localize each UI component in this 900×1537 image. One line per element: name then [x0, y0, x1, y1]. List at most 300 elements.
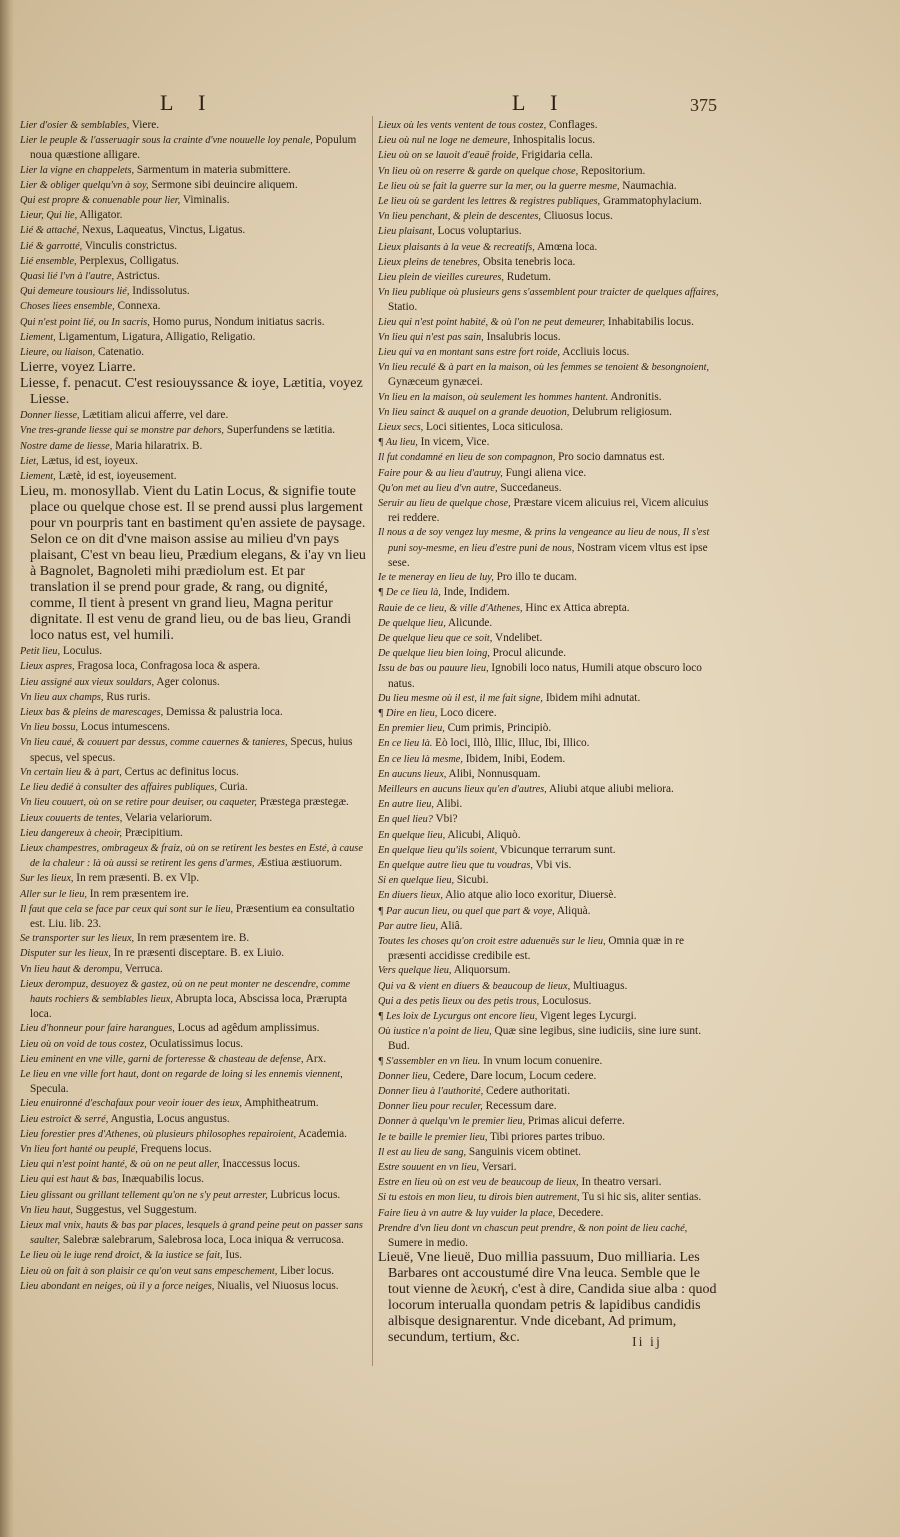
dictionary-entry: [378, 1130, 720, 1145]
dictionary-entry: [378, 873, 720, 888]
dictionary-entry: [20, 118, 366, 133]
entry-latin: Inaccessus locus.: [219, 1158, 301, 1171]
entry-latin: Præsentium ea consultatio est. Liu. lib. 23.: [30, 902, 355, 930]
dictionary-entry: [378, 285, 720, 314]
entry-latin: Ius.: [222, 1249, 243, 1262]
entry-french: Lieux champestres, ombrageux & fraiz, où on se retirent les bestes en Esté, à cause de la chaleur : là où aussi se retirent les gens d'armes,: [20, 842, 363, 870]
entry-latin: Ager colonus.: [154, 675, 220, 688]
dictionary-entry: [20, 315, 366, 330]
entry-french: Estre en lieu où on est veu de beaucoup de lieux,: [378, 1177, 579, 1189]
entry-french: Lié & attaché,: [20, 225, 80, 237]
entry-latin: Nexus, Laqueatus, Vinctus, Ligatus.: [79, 224, 246, 237]
entry-french: Lieu assigné aux vieux souldars,: [20, 676, 155, 688]
dictionary-entry: [378, 782, 720, 797]
dictionary-entry: [378, 148, 720, 163]
dictionary-entry: [20, 1218, 366, 1248]
entry-latin: Cum primis, Principiò.: [444, 722, 552, 735]
entry-latin: Locus intumescens.: [78, 721, 170, 734]
dictionary-entry: [378, 631, 720, 646]
entry-latin: Lieu, m. monosyllab. Vient du Latin Locus, & signifie toute place ou quelque chose est. Il se prend aussi plus largement pour vn pourpris tant en bastiment qu'en assiete de paysage. Selon ce on dit d'vne maison assise au milieu d'vn pays plaisant, C'est vn beau lieu, Prædium elegans, & i'ay vn lieu à Bagnolet, Bagnoleti mihi prædiolum est. Et par translation il se prend pour grade, & rang, ou dignité, comme, Il tient à present vn grand lieu, Magna peritur dignitate. Il est venu de grand lieu, ou de bas lieu, Grandi loco natus est, vel humili.: [20, 484, 366, 644]
dictionary-entry: [20, 208, 366, 223]
entry-latin: Aliâ.: [437, 919, 463, 932]
entry-french: Lier & obliger quelqu'vn à soy,: [20, 179, 149, 191]
entry-french: En ce lieu là.: [378, 738, 433, 750]
entry-french: Qui a des petis lieux ou des petis trous,: [378, 995, 540, 1007]
entry-latin: Lubricus locus.: [267, 1188, 341, 1201]
entry-french: En quelque autre lieu que tu voudras,: [378, 859, 533, 871]
entry-latin: Recessum dare.: [482, 1100, 557, 1113]
entry-latin: Vinculis constrictus.: [82, 239, 178, 252]
dictionary-entry: [378, 904, 720, 919]
entry-french: Sur les lieux,: [20, 873, 74, 885]
dictionary-entry: [378, 330, 720, 345]
dictionary-entry: [378, 405, 720, 420]
dictionary-entry: [378, 601, 720, 616]
dictionary-entry: [20, 1127, 366, 1142]
entry-latin: Sumere in medio.: [388, 1237, 469, 1250]
entry-french: Vn lieu qui n'est pas sain,: [378, 331, 484, 343]
dictionary-entry: [20, 239, 366, 254]
dictionary-entry: [20, 299, 366, 314]
entry-french: ¶ Au lieu,: [378, 437, 418, 449]
entry-french: Lieu plaisant,: [378, 226, 435, 238]
dictionary-entry: [378, 390, 720, 405]
entry-latin: Alibi.: [433, 798, 463, 811]
entry-latin: Multiuagus.: [570, 979, 628, 992]
entry-latin: Homo purus, Nondum initiatus sacris.: [149, 315, 325, 328]
entry-latin: Lætè, id est, ioyeusement.: [55, 470, 177, 483]
entry-latin: Loco dicere.: [437, 706, 497, 719]
entry-french: En aucuns lieux,: [378, 768, 447, 780]
entry-french: Liet,: [20, 455, 39, 467]
entry-french: Lieu glissant ou grillant tellement qu'on ne s'y peut arrester,: [20, 1189, 268, 1201]
entry-latin: Niualis, vel Niuosus locus.: [214, 1279, 339, 1292]
entry-latin: Vbi?: [432, 813, 458, 826]
dictionary-entry: [378, 691, 720, 706]
entry-french: Toutes les choses qu'on croit estre aduenuës sur le lieu,: [378, 935, 606, 947]
entry-latin: Sarmentum in materia submittere.: [134, 163, 291, 176]
dictionary-entry: [378, 812, 720, 827]
dictionary-entry: [378, 1145, 720, 1160]
dictionary-entry: [378, 1099, 720, 1114]
dictionary-entry: [20, 705, 366, 720]
entry-french: Lieu où on fait à son plaisir ce qu'on veut sans empeschement,: [20, 1265, 278, 1277]
entry-latin: Fungi aliena vice.: [502, 466, 587, 479]
dictionary-entry: [20, 223, 366, 238]
dictionary-entry: [378, 255, 720, 270]
entry-latin: Decedere.: [555, 1206, 604, 1219]
entry-latin: Ignobili loco natus, Humili atque obscuro loco natus.: [388, 662, 702, 690]
entry-french: Liement,: [20, 471, 56, 483]
entry-french: Lieux où les vents ventent de tous costez,: [378, 120, 547, 131]
entry-french: Lieux derompuz, desuoyez & gastez, où on ne peut monter ne descendre, comme hauts rochiers & semblables lieux,: [20, 978, 351, 1005]
entry-french: Lier la vigne en chappelets,: [20, 164, 135, 176]
entry-french: Ie te baille le premier lieu,: [378, 1131, 488, 1143]
dictionary-entry: [378, 919, 720, 934]
entry-latin: Sermone sibi deuincire aliquem.: [148, 178, 298, 191]
dictionary-entry: [378, 570, 720, 585]
dictionary-entry: [378, 420, 720, 435]
dictionary-entry: [20, 269, 366, 284]
dictionary-entry: [20, 1096, 366, 1111]
entry-french: Lieu enuironné d'eschafaux pour veoir iouer des ieux,: [20, 1098, 243, 1110]
entry-french: En premier lieu,: [378, 723, 445, 735]
entry-french: Lieux aspres,: [20, 661, 75, 673]
entry-latin: Præcipitium.: [122, 826, 183, 839]
entry-french: Lier le peuple & l'asseruagir sous la crainte d'vne nouuelle loy penale,: [20, 135, 313, 147]
entry-french: En ce lieu là mesme,: [378, 753, 463, 765]
entry-latin: Vndelibet.: [492, 631, 543, 644]
entry-latin: Obsita tenebris loca.: [480, 255, 576, 268]
dictionary-entry: [378, 646, 720, 661]
entry-latin: Certus ac definitus locus.: [121, 765, 239, 778]
entry-french: Qu'on met au lieu d'vn autre,: [378, 482, 498, 494]
entry-french: Lieur, Qui lie,: [20, 210, 78, 222]
entry-latin: Demissa & palustria loca.: [163, 706, 283, 719]
entry-french: Vn lieu publique où plusieurs gens s'assemblent pour traicter de quelques affaires,: [378, 287, 719, 299]
entry-latin: Perplexus, Colligatus.: [76, 254, 179, 267]
entry-french: Lieu plein de vieilles cureures,: [378, 272, 504, 284]
entry-french: Lié & garrotté,: [20, 240, 83, 252]
entry-latin: Accliuis locus.: [560, 346, 630, 359]
entry-french: Disputer sur les lieux,: [20, 948, 111, 960]
entry-latin: Viminalis.: [180, 194, 230, 207]
dictionary-entry: [20, 871, 366, 886]
dictionary-entry: [378, 736, 720, 751]
dictionary-entry: [20, 439, 366, 454]
entry-french: Vers quelque lieu,: [378, 965, 452, 977]
entry-french: Vne tres-grande liesse qui se monstre par dehors,: [20, 425, 225, 437]
entry-french: Lieu où on void de tous costez,: [20, 1038, 147, 1050]
dictionary-entry: [20, 469, 366, 484]
entry-french: Vn lieu penchant, & plein de descentes,: [378, 211, 541, 223]
dictionary-entry: [20, 163, 366, 178]
entry-latin: Liesse, f. penacut. C'est resiouyssance & ioye, Lætitia, voyez Liesse.: [20, 376, 363, 408]
entry-french: De quelque lieu bien loing,: [378, 648, 490, 660]
dictionary-entry: [20, 977, 366, 1022]
dictionary-entry: [20, 284, 366, 299]
entry-latin: Loci sitientes, Loca siticulosa.: [423, 421, 564, 434]
dictionary-entry: [378, 858, 720, 873]
dictionary-entry: [378, 450, 720, 465]
entry-latin: Fragosa loca, Confragosa loca & aspera.: [74, 660, 261, 673]
dictionary-entry: [20, 887, 366, 902]
entry-french: Donner liesse,: [20, 410, 80, 422]
entry-french: Lieux bas & pleins de marescages,: [20, 707, 164, 719]
entry-latin: Salebræ salebrarum, Salebrosa loca, Loca iniqua & verrucosa.: [60, 1234, 344, 1247]
dictionary-entry: [20, 376, 366, 408]
entry-french: Meilleurs en aucuns lieux qu'en d'autres,: [378, 783, 547, 795]
entry-latin: Succedaneus.: [497, 481, 562, 494]
entry-latin: Gynæceum gynæcei.: [388, 376, 483, 389]
dictionary-entry: [378, 1160, 720, 1175]
dictionary-entry: [378, 1084, 720, 1099]
entry-french: Donner lieu,: [378, 1070, 431, 1082]
entry-latin: Specula.: [30, 1083, 69, 1096]
entry-latin: Æstiua æstiuorum.: [254, 857, 343, 870]
entry-latin: Tibi priores partes tribuo.: [487, 1130, 606, 1143]
entry-french: Vn lieu reculé & à part en la maison, où les femmes se tenoient & besongnoient,: [378, 362, 710, 374]
entry-latin: Catenatio.: [95, 346, 145, 359]
dictionary-entry: [378, 270, 720, 285]
entry-french: Vn lieu en la maison, où seulement les hommes hantent.: [378, 391, 609, 403]
entry-latin: Quæ sine legibus, sine iudiciis, sine iure sunt. Bud.: [388, 1025, 702, 1053]
entry-latin: Inhabitabilis locus.: [605, 315, 694, 328]
dictionary-entry: [20, 408, 366, 423]
entry-french: Vn lieu haut,: [20, 1204, 73, 1216]
entry-french: ¶ De ce lieu là,: [378, 587, 441, 599]
entry-french: Estre souuent en vn lieu,: [378, 1162, 480, 1174]
entry-latin: Curia.: [216, 781, 248, 794]
entry-french: Vn lieu sainct & auquel on a grande deuotion,: [378, 406, 570, 418]
dictionary-entry: [20, 931, 366, 946]
dictionary-entry: [20, 360, 366, 376]
gathering-signature: Ii ij: [632, 1335, 662, 1350]
entry-french: Lieux secs,: [378, 422, 424, 434]
dictionary-entry: [378, 240, 720, 255]
dictionary-entry: [378, 1054, 720, 1069]
dictionary-entry: [20, 1067, 366, 1096]
dictionary-entry: [20, 1052, 366, 1067]
entry-french: Lieu qui va en montant sans estre fort roide,: [378, 347, 560, 359]
entry-french: Lieu où on se lauoit d'eauë froide,: [378, 150, 519, 162]
entry-french: Vn lieu où on reserre & garde on quelque chose,: [378, 165, 579, 177]
entry-french: Vn lieu haut & derompu,: [20, 963, 123, 975]
entry-french: Lieu eminent en vne ville, garni de forteresse & chasteau de defense,: [20, 1053, 304, 1065]
dictionary-entry: [378, 1114, 720, 1129]
entry-french: Seruir au lieu de quelque chose,: [378, 498, 511, 510]
dictionary-entry: [20, 795, 366, 810]
entry-french: En autre lieu,: [378, 799, 434, 811]
dictionary-entry: [20, 484, 366, 644]
entry-latin: Angustia, Locus angustus.: [108, 1112, 230, 1125]
dictionary-entry: [378, 979, 720, 994]
entry-latin: Sicubi.: [454, 874, 489, 887]
entry-french: Lieure, ou liaison,: [20, 347, 96, 359]
entry-latin: Suggestus, vel Suggestum.: [72, 1203, 197, 1216]
dictionary-entry: [378, 994, 720, 1009]
entry-french: Lié ensemble,: [20, 255, 77, 267]
entry-latin: Frigidaria cella.: [518, 149, 593, 162]
entry-french: Il nous a de soy vengez luy mesme, & prins la vengeance au lieu de nous, Il s'est puni soy-mesme, en lieu d'estre puni de nous,: [378, 527, 710, 554]
dictionary-entry: [20, 1172, 366, 1187]
dictionary-entry: [378, 934, 720, 963]
entry-latin: Conflages.: [546, 119, 598, 131]
entry-latin: Vbicunque terrarum sunt.: [497, 843, 616, 856]
dictionary-entry: [378, 224, 720, 239]
entry-french: ¶ S'assembler en vn lieu.: [378, 1055, 481, 1067]
entry-latin: Verruca.: [122, 962, 163, 975]
entry-latin: Frequens locus.: [137, 1142, 212, 1155]
entry-french: Par autre lieu,: [378, 920, 438, 932]
dictionary-entry: [20, 1248, 366, 1263]
entry-latin: Lætus, id est, ioyeux.: [38, 454, 139, 467]
entry-latin: Aliubi atque aliubi meliora.: [546, 782, 674, 795]
dictionary-entry: [20, 946, 366, 961]
entry-french: Lieu où nul ne loge ne demeure,: [378, 135, 511, 147]
dictionary-entry: [378, 133, 720, 148]
dictionary-entry: [20, 330, 366, 345]
dictionary-entry: [378, 1175, 720, 1190]
entry-latin: Amœna loca.: [534, 240, 598, 253]
dictionary-entry: [20, 765, 366, 780]
entry-french: Lieux plaisants à la veue & recreatifs,: [378, 241, 535, 253]
entry-french: Faire pour & au lieu d'autruy,: [378, 467, 503, 479]
dictionary-entry: [378, 525, 720, 570]
entry-latin: Loculus.: [60, 645, 103, 658]
dictionary-entry: [378, 661, 720, 690]
entry-french: Qui va & vient en diuers & beaucoup de lieux,: [378, 980, 571, 992]
entry-french: Lieu abondant en neiges, où il y a force neiges,: [20, 1280, 215, 1292]
entry-french: ¶ Dire en lieu,: [378, 707, 438, 719]
dictionary-entry: [20, 1203, 366, 1218]
entry-french: Vn lieu bossu,: [20, 722, 79, 734]
dictionary-entry: [378, 1069, 720, 1084]
entry-french: Il est au lieu de sang,: [378, 1146, 467, 1158]
entry-latin: Connexa.: [114, 300, 161, 313]
dictionary-entry: [378, 360, 720, 389]
entry-latin: Velaria velariorum.: [122, 811, 213, 824]
entry-latin: Lierre, voyez Liarre.: [20, 360, 136, 376]
dictionary-entry: [20, 1037, 366, 1052]
entry-latin: Specus, huius specus, vel specus.: [30, 736, 353, 764]
entry-french: Il faut que cela se face par ceux qui sont sur le lieu,: [20, 903, 234, 915]
entry-french: Il fut condamné en lieu de son compagnon,: [378, 452, 556, 464]
entry-french: Se transporter sur les lieux,: [20, 933, 135, 945]
entry-french: Prendre d'vn lieu dont vn chascun peut prendre, & non point de lieu caché,: [378, 1222, 688, 1234]
dictionary-entry: [378, 481, 720, 496]
entry-latin: In rem præsenti. B. ex Vlp.: [73, 872, 200, 885]
dictionary-entry: [378, 1206, 720, 1221]
entry-latin: Astrictus.: [114, 270, 160, 283]
entry-latin: Repositorium.: [578, 164, 646, 177]
entry-latin: Alicunde.: [445, 616, 493, 629]
entry-french: Lieux mal vnix, hauts & bas par places, lesquels à grand peine peut on passer sans saulter,: [20, 1219, 363, 1247]
entry-latin: Maria hilaratrix. B.: [112, 439, 203, 452]
entry-french: Quasi lié l'vn à l'autre,: [20, 271, 115, 283]
entry-french: Aller sur le lieu,: [20, 888, 87, 900]
entry-latin: Pro socio damnatus est.: [555, 451, 665, 464]
entry-latin: Insalubris locus.: [483, 330, 561, 343]
entry-french: Vn lieu caué, & couuert par dessus, comme cauernes & tanieres,: [20, 737, 288, 749]
entry-latin: Alio atque alio loco exoritur, Diuersè.: [442, 889, 617, 902]
entry-french: Nostre dame de liesse,: [20, 440, 113, 452]
entry-french: Lieu d'honneur pour faire harangues,: [20, 1023, 175, 1035]
entry-french: Lieu qui est haut & bas,: [20, 1174, 119, 1186]
entry-french: Choses liees ensemble,: [20, 301, 115, 313]
entry-latin: Andronitis.: [608, 390, 662, 403]
entry-french: Vn lieu fort hanté ou peuplé,: [20, 1143, 138, 1155]
entry-french: Lieu dangereux à cheoir,: [20, 827, 122, 839]
entry-french: Le lieu dedié à consulter des affaires publiques,: [20, 782, 217, 794]
dictionary-entry: [378, 315, 720, 330]
dictionary-entry: [20, 659, 366, 674]
entry-french: Donner à quelqu'vn le premier lieu,: [378, 1116, 526, 1128]
entry-french: En diuers lieux,: [378, 890, 443, 902]
entry-latin: Sanguinis vicem obtinet.: [466, 1145, 581, 1158]
dictionary-entry: [378, 1221, 720, 1250]
entry-french: Faire lieu à vn autre & luy vuider la place,: [378, 1207, 556, 1219]
entry-latin: Pro illo te ducam.: [493, 571, 577, 584]
dictionary-entry: [20, 1157, 366, 1172]
dictionary-entry: [378, 1009, 720, 1024]
dictionary-entry: [20, 254, 366, 269]
entry-latin: Delubrum religiosum.: [569, 405, 672, 418]
entry-latin: In vnum locum conuenire.: [480, 1054, 603, 1067]
entry-french: Donner lieu pour reculer,: [378, 1101, 483, 1113]
dictionary-entry: [20, 735, 366, 764]
entry-french: Le lieu où se gardent les lettres & registres publiques,: [378, 196, 601, 208]
dictionary-entry: [20, 720, 366, 735]
dictionary-entry: [20, 962, 366, 977]
entry-latin: Ibidem, Inibi, Eodem.: [462, 752, 566, 765]
entry-latin: Versari.: [479, 1161, 517, 1174]
dictionary-entry: [378, 179, 720, 194]
entry-french: ¶ Par aucun lieu, ou quel que part & voye,: [378, 905, 555, 917]
running-head-right: L I: [512, 90, 568, 115]
dictionary-entry: [378, 164, 720, 179]
dictionary-entry: [378, 209, 720, 224]
entry-french: En quelque lieu qu'ils soient,: [378, 844, 498, 856]
entry-latin: Inde, Indidem.: [440, 586, 510, 599]
entry-french: Lieux couuerts de tentes,: [20, 812, 123, 824]
entry-latin: Vigent leges Lycurgi.: [537, 1009, 637, 1022]
entry-latin: Academia.: [296, 1127, 347, 1140]
entry-latin: Arx.: [303, 1052, 327, 1065]
entry-french: Le lieu en vne ville fort haut, dont on regarde de loing si les ennemis viennent,: [20, 1068, 343, 1080]
entry-french: Petit lieu,: [20, 646, 61, 658]
entry-latin: Abrupta loca, Abscissa loca, Prærupta loca.: [30, 992, 348, 1021]
dictionary-entry: [20, 811, 366, 826]
dictionary-entry: [378, 706, 720, 721]
entry-latin: Superfundens se lætitia.: [224, 424, 336, 437]
entry-french: Liement,: [20, 331, 56, 343]
entry-latin: Primas alicui deferre.: [525, 1115, 625, 1128]
dictionary-entry: [20, 902, 366, 931]
column-divider: [372, 116, 373, 1366]
entry-french: Vn lieu couuert, où on se retire pour deuiser, ou caqueter,: [20, 797, 257, 809]
dictionary-entry: [20, 690, 366, 705]
entry-french: Vn certain lieu & à part,: [20, 766, 122, 778]
entry-french: Qui demeure tousiours lié,: [20, 286, 130, 298]
entry-latin: Lieuë, Vne lieuë, Duo millia passuum, Duo milliaria. Les Barbares ont accoustumé dire Vna leuca. Semble que le tout vienne de λευκή, c'est à dire, Candida siue alba : quod locorum interualla quondam petris & lapidibus candidis albisque designarentur. Vnde dicebant, Ad primum, secundum, tertium, &c.: [378, 1250, 717, 1346]
entry-latin: Rudetum.: [503, 271, 551, 284]
page-number: 375: [690, 95, 717, 115]
entry-latin: In rem præsentem ire. B.: [134, 932, 250, 945]
entry-latin: Statio.: [388, 301, 418, 314]
dictionary-entry: [20, 841, 366, 871]
entry-latin: Tu si hic sis, aliter sentias.: [579, 1191, 702, 1204]
entry-latin: In re præsenti disceptare. B. ex Liuio.: [110, 947, 285, 960]
entry-latin: Præstega præstegæ.: [256, 796, 349, 809]
entry-french: Le lieu où le iuge rend droict, & la iustice se fait,: [20, 1250, 223, 1262]
entry-latin: Inhospitalis locus.: [510, 134, 596, 147]
entry-french: Si en quelque lieu,: [378, 875, 455, 887]
entry-latin: Procul alicunde.: [489, 647, 567, 660]
dictionary-entry: [378, 466, 720, 481]
dictionary-entry: [378, 118, 720, 133]
entry-latin: In rem præsentem ire.: [86, 887, 189, 900]
entry-french: Lieu qui n'est point habité, & où l'on ne peut demeurer,: [378, 316, 606, 328]
dictionary-entry: [20, 133, 366, 162]
entry-latin: Cedere, Dare locum, Locum cedere.: [430, 1069, 597, 1082]
entry-latin: Aliquorsum.: [451, 964, 511, 977]
right-column: [378, 118, 720, 1346]
left-column: [20, 118, 366, 1294]
entry-latin: Alibi, Nonnusquam.: [446, 767, 541, 780]
entry-french: En quelque lieu,: [378, 829, 446, 841]
entry-french: Donner lieu à l'authorité,: [378, 1086, 484, 1097]
